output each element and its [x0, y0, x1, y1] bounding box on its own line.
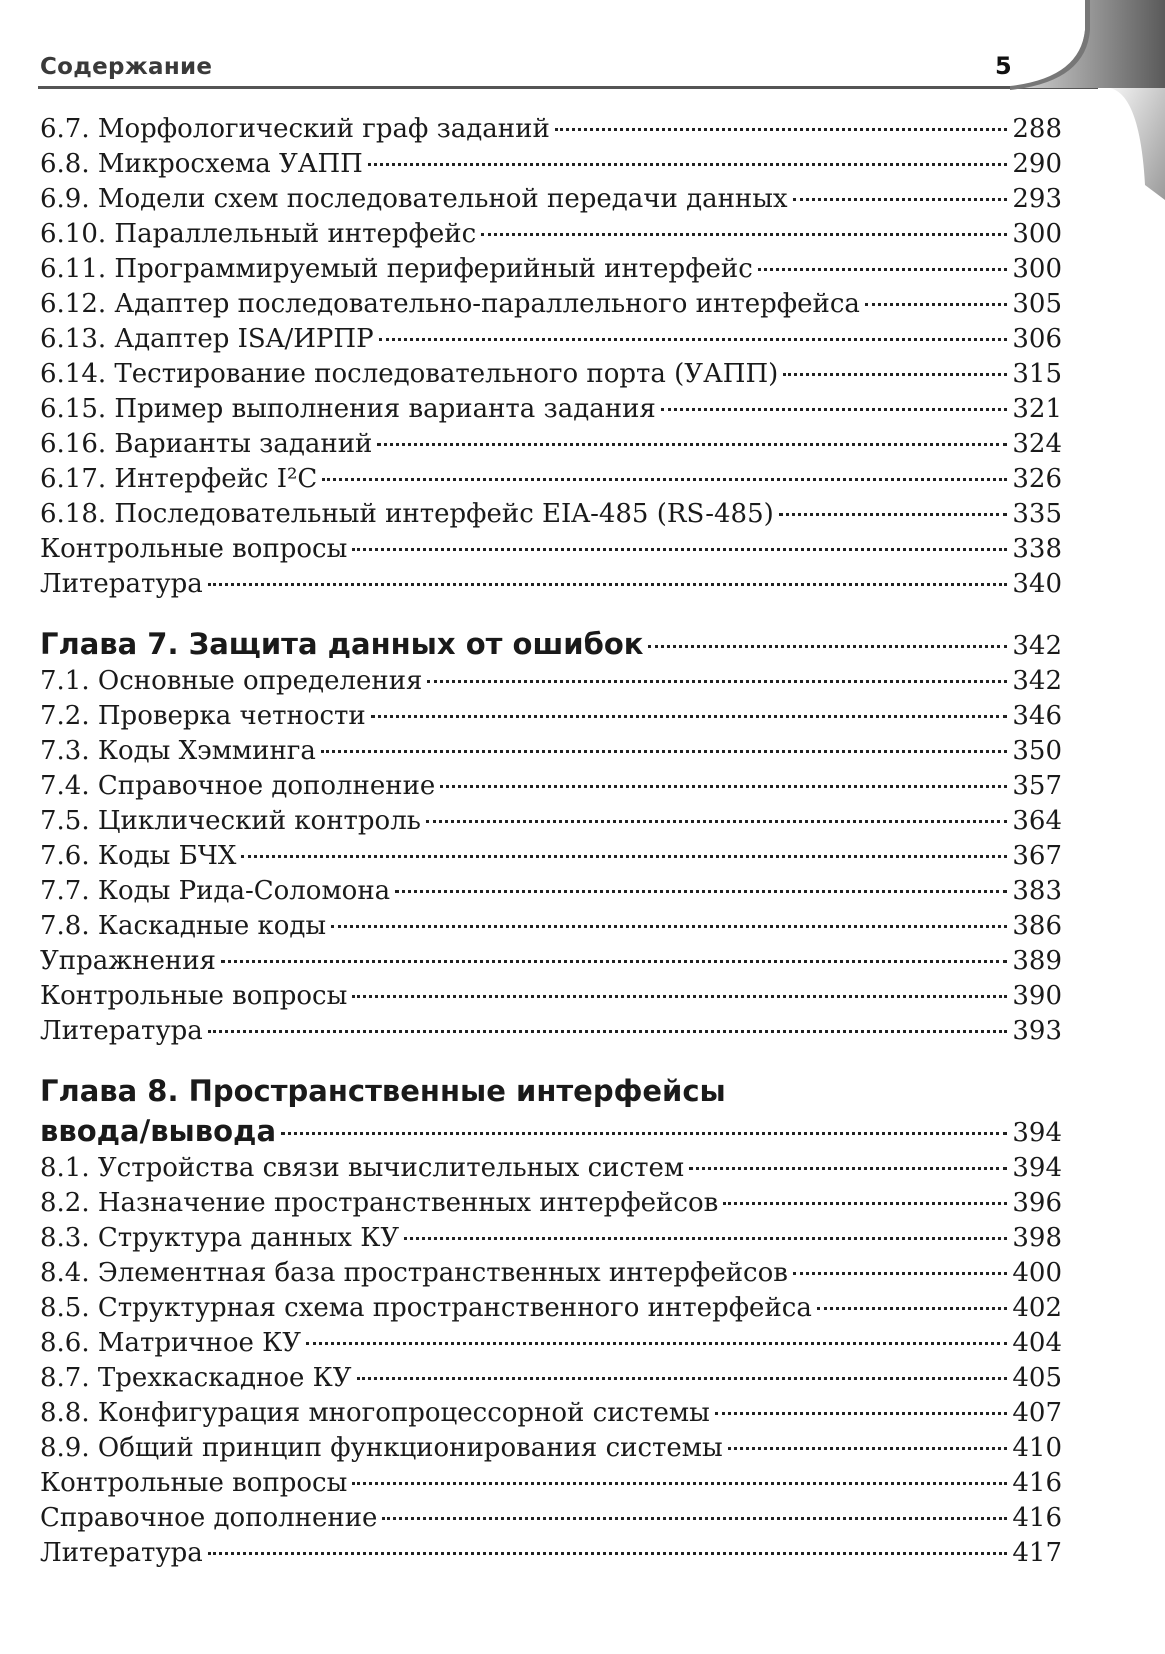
toc-entry-label: 6.11. Программируемый периферийный интерфейс	[40, 254, 753, 284]
toc-entry[interactable]	[40, 1326, 1062, 1361]
leader-dots	[322, 478, 1007, 481]
toc-entry[interactable]	[40, 699, 1062, 734]
chapter-title: ввода/вывода	[40, 1114, 277, 1148]
leader-dots	[715, 1412, 1008, 1415]
toc-entry[interactable]	[40, 769, 1062, 804]
leader-dots	[221, 960, 1007, 963]
leader-dots	[395, 890, 1007, 893]
leader-dots	[689, 1167, 1007, 1170]
toc-entry[interactable]	[40, 287, 1062, 322]
toc-entry-page: 383	[1012, 876, 1062, 906]
toc-entry[interactable]	[40, 1186, 1062, 1221]
leader-dots	[379, 338, 1008, 341]
toc-entry-page: 402	[1012, 1293, 1062, 1323]
leader-dots	[241, 855, 1007, 858]
leader-dots	[555, 128, 1008, 131]
leader-dots	[321, 750, 1007, 753]
leader-dots	[306, 1342, 1007, 1345]
toc-entry-page: 390	[1012, 981, 1062, 1011]
toc-entry-label: 8.9. Общий принцип функционирования системы	[40, 1433, 723, 1463]
leader-dots	[404, 1237, 1007, 1240]
toc-entry-label: 8.2. Назначение пространственных интерфейсов	[40, 1188, 719, 1218]
toc-entry-page: 315	[1012, 359, 1062, 389]
toc-entry-page: 404	[1012, 1328, 1062, 1358]
toc-entry-page: 288	[1012, 114, 1062, 144]
toc-entry[interactable]	[40, 1396, 1062, 1431]
toc-entry[interactable]	[40, 252, 1062, 287]
toc-entry-label: 8.4. Элементная база пространственных интерфейсов	[40, 1258, 788, 1288]
toc-entry-label: 8.3. Структура данных КУ	[40, 1223, 400, 1253]
toc-entry-label: 6.17. Интерфейс I²C	[40, 464, 318, 494]
leader-dots	[481, 233, 1007, 236]
toc-entry-page: 305	[1012, 289, 1062, 319]
toc-entry-page: 300	[1012, 254, 1062, 284]
toc-entry[interactable]	[40, 567, 1062, 602]
leader-dots	[208, 1030, 1008, 1033]
toc-entry[interactable]	[40, 1466, 1062, 1501]
toc-entry-page: 324	[1012, 429, 1062, 459]
chapter-page: 342	[1012, 631, 1062, 661]
toc-entry[interactable]	[40, 909, 1062, 944]
toc-entry[interactable]	[40, 182, 1062, 217]
leader-dots	[331, 925, 1007, 928]
toc-entry-page: 396	[1012, 1188, 1062, 1218]
toc-entry-page: 338	[1012, 534, 1062, 564]
toc-entry[interactable]	[40, 217, 1062, 252]
toc-entry-label: 6.14. Тестирование последовательного порта (УАПП)	[40, 359, 779, 389]
toc-entry-page: 335	[1012, 499, 1062, 529]
toc-entry-page: 416	[1012, 1468, 1062, 1498]
leader-dots	[357, 1377, 1008, 1380]
toc-entry-page: 405	[1012, 1363, 1062, 1393]
leader-dots	[426, 820, 1007, 823]
toc-entry-label: Упражнения	[40, 946, 216, 976]
leader-dots	[728, 1447, 1008, 1450]
leader-dots	[783, 373, 1007, 376]
toc-entry[interactable]	[40, 839, 1062, 874]
toc-entry-label: 6.7. Морфологический граф заданий	[40, 114, 550, 144]
toc-entry-page: 389	[1012, 946, 1062, 976]
toc-entry-page: 386	[1012, 911, 1062, 941]
toc-entry[interactable]	[40, 1361, 1062, 1396]
toc-entry-page: 300	[1012, 219, 1062, 249]
toc-entry-label: 6.18. Последовательный интерфейс EIA-485 (RS-485)	[40, 499, 774, 529]
toc-entry-label: 7.7. Коды Рида-Соломона	[40, 876, 391, 906]
leader-dots	[208, 583, 1008, 586]
header-rule	[38, 86, 1098, 89]
leader-dots	[352, 1482, 1007, 1485]
toc-entry-page: 321	[1012, 394, 1062, 424]
leader-dots	[377, 443, 1007, 446]
toc-entry-page: 293	[1012, 184, 1062, 214]
toc-entry-page: 410	[1012, 1433, 1062, 1463]
chapter-heading-8-line1[interactable]: Глава 8. Пространственные интерфейсы	[40, 1074, 726, 1108]
toc-entry-page: 326	[1012, 464, 1062, 494]
chapter-title: Глава 7. Защита данных от ошибок	[40, 627, 644, 661]
toc-entry-label: 6.8. Микросхема УАПП	[40, 149, 363, 179]
toc-entry-label: 8.7. Трехкаскадное КУ	[40, 1363, 352, 1393]
leader-dots	[427, 680, 1007, 683]
leader-dots	[352, 548, 1007, 551]
toc-entry-label: 6.16. Варианты заданий	[40, 429, 373, 459]
running-header	[40, 50, 1080, 90]
toc-entry[interactable]	[40, 427, 1062, 462]
toc-entry[interactable]	[40, 874, 1062, 909]
toc-entry-label: 7.4. Справочное дополнение	[40, 771, 436, 801]
toc-entry-label: Справочное дополнение	[40, 1503, 378, 1533]
toc-entry-label: 8.5. Структурная схема пространственного интерфейса	[40, 1293, 812, 1323]
leader-dots	[208, 1552, 1008, 1555]
toc-entry-page: 393	[1012, 1016, 1062, 1046]
toc-entry[interactable]	[40, 1151, 1062, 1186]
toc-entry[interactable]	[40, 1431, 1062, 1466]
toc-entry-label: Контрольные вопросы	[40, 534, 348, 564]
toc-entry[interactable]	[40, 664, 1062, 699]
leader-dots	[661, 408, 1008, 411]
leader-dots	[281, 1132, 1007, 1135]
toc-entry-page: 306	[1012, 324, 1062, 354]
toc-entry-page: 394	[1012, 1153, 1062, 1183]
toc-entry-page: 346	[1012, 701, 1062, 731]
leader-dots	[793, 198, 1008, 201]
leader-dots	[368, 163, 1008, 166]
table-of-contents	[40, 112, 1062, 1571]
leader-dots	[723, 1202, 1007, 1205]
toc-entry-label: 7.5. Циклический контроль	[40, 806, 421, 836]
toc-entry-label: Контрольные вопросы	[40, 1468, 348, 1498]
toc-entry-label: 8.6. Матричное КУ	[40, 1328, 302, 1358]
toc-entry-page: 290	[1012, 149, 1062, 179]
toc-entry-label: 8.8. Конфигурация многопроцессорной системы	[40, 1398, 710, 1428]
leader-dots	[817, 1307, 1008, 1310]
toc-entry[interactable]	[40, 1014, 1062, 1049]
toc-entry-label: Литература	[40, 1538, 203, 1568]
toc-entry[interactable]	[40, 1536, 1062, 1571]
toc-entry-page: 400	[1012, 1258, 1062, 1288]
leader-dots	[382, 1517, 1007, 1520]
toc-entry-page: 342	[1012, 666, 1062, 696]
toc-entry-label: Литература	[40, 569, 203, 599]
leader-dots	[793, 1272, 1007, 1275]
toc-entry[interactable]	[40, 497, 1062, 532]
toc-entry-label: 6.9. Модели схем последовательной передачи данных	[40, 184, 788, 214]
chapter-page: 394	[1012, 1118, 1062, 1148]
toc-entry-label: 7.2. Проверка четности	[40, 701, 366, 731]
toc-entry[interactable]	[40, 112, 1062, 147]
toc-entry-page: 367	[1012, 841, 1062, 871]
toc-entry-page: 350	[1012, 736, 1062, 766]
toc-entry[interactable]	[40, 532, 1062, 567]
leader-dots	[371, 715, 1008, 718]
chapter-heading-7[interactable]	[40, 624, 1062, 664]
leader-dots	[865, 303, 1007, 306]
toc-entry[interactable]	[40, 322, 1062, 357]
toc-entry-label: 6.10. Параллельный интерфейс	[40, 219, 477, 249]
toc-entry[interactable]	[40, 1291, 1062, 1326]
leader-dots	[352, 995, 1007, 998]
toc-entry-label: 7.1. Основные определения	[40, 666, 423, 696]
toc-entry-label: 7.8. Каскадные коды	[40, 911, 327, 941]
toc-entry-label: 6.12. Адаптер последовательно-параллельного интерфейса	[40, 289, 860, 319]
toc-entry[interactable]	[40, 357, 1062, 392]
toc-entry-label: 8.1. Устройства связи вычислительных систем	[40, 1153, 685, 1183]
toc-entry-label: Контрольные вопросы	[40, 981, 348, 1011]
toc-entry-page: 407	[1012, 1398, 1062, 1428]
toc-entry[interactable]	[40, 734, 1062, 769]
page-number: 5	[995, 52, 1012, 80]
toc-entry-label: 6.15. Пример выполнения варианта задания	[40, 394, 656, 424]
toc-entry-page: 416	[1012, 1503, 1062, 1533]
leader-dots	[440, 785, 1007, 788]
toc-entry-label: 6.13. Адаптер ISA/ИРПР	[40, 324, 374, 354]
toc-entry[interactable]	[40, 1221, 1062, 1256]
toc-entry[interactable]	[40, 147, 1062, 182]
toc-entry-page: 417	[1012, 1538, 1062, 1568]
toc-entry[interactable]	[40, 1256, 1062, 1291]
toc-entry[interactable]	[40, 462, 1062, 497]
toc-entry-label: Литература	[40, 1016, 203, 1046]
leader-dots	[648, 645, 1007, 648]
toc-entry-page: 357	[1012, 771, 1062, 801]
toc-entry-page: 364	[1012, 806, 1062, 836]
leader-dots	[758, 268, 1008, 271]
running-header-title: Содержание	[40, 54, 213, 80]
toc-entry-page: 340	[1012, 569, 1062, 599]
leader-dots	[779, 513, 1008, 516]
toc-entry-page: 398	[1012, 1223, 1062, 1253]
chapter-heading-8-line2[interactable]	[40, 1111, 1062, 1151]
toc-entry-label: 7.6. Коды БЧХ	[40, 841, 237, 871]
toc-entry-label: 7.3. Коды Хэмминга	[40, 736, 316, 766]
toc-entry[interactable]	[40, 1501, 1062, 1536]
toc-entry[interactable]	[40, 979, 1062, 1014]
toc-entry[interactable]	[40, 804, 1062, 839]
toc-entry[interactable]	[40, 944, 1062, 979]
toc-entry[interactable]	[40, 392, 1062, 427]
